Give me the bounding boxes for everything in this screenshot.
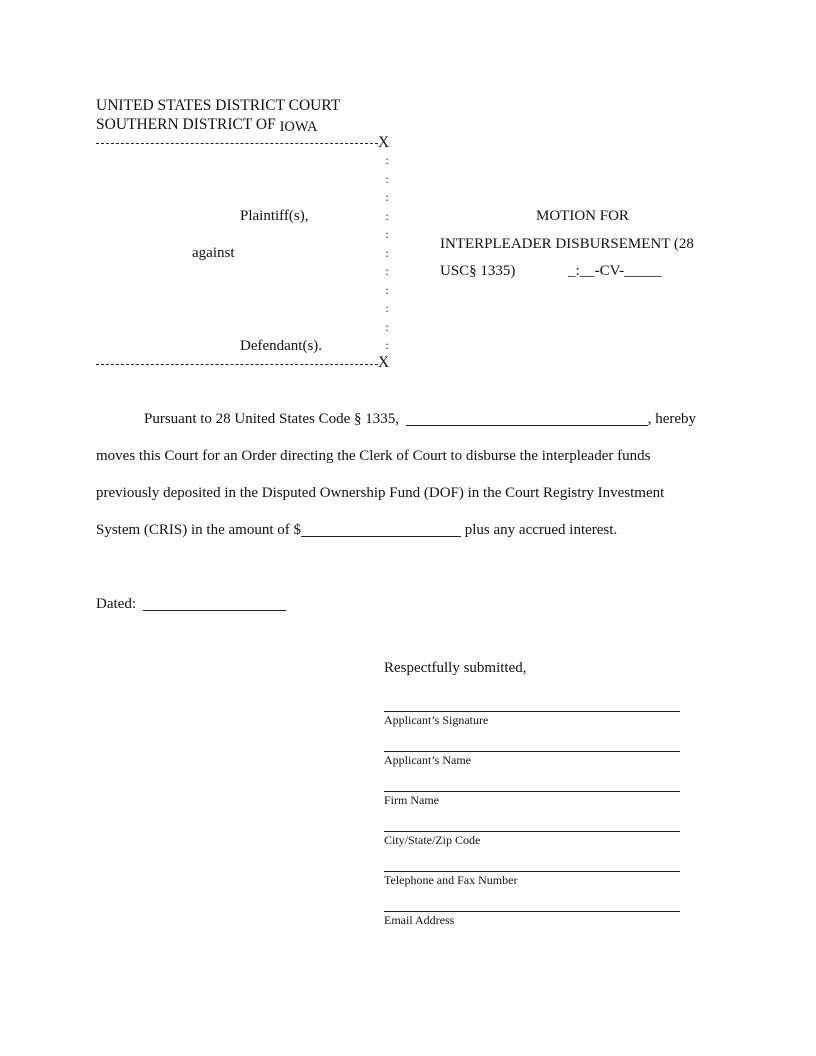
body-line-1-end: , hereby — [647, 411, 697, 427]
signature-line[interactable] — [384, 711, 680, 712]
caption-colon: : — [385, 338, 389, 352]
caption-colon: : — [385, 264, 389, 278]
city-field-label: City/State/Zip Code — [384, 833, 481, 847]
motion-title-line3: USC§ 1335) — [440, 263, 516, 279]
phone-field-label: Telephone and Fax Number — [384, 873, 518, 887]
closing-text: Respectfully submitted, — [384, 660, 527, 676]
body-line-2: moves this Court for an Order directing the Clerk of Court to disburse the interpleader funds — [96, 448, 651, 464]
court-district — [96, 116, 317, 134]
caption-colon: : — [385, 190, 389, 204]
email-line[interactable] — [384, 911, 680, 912]
motion-title-line1: MOTION FOR — [536, 208, 629, 224]
name-line[interactable] — [384, 751, 680, 752]
name-field-label: Applicant’s Name — [384, 753, 471, 767]
dated-label: Dated: — [96, 596, 136, 612]
amount-blank[interactable] — [301, 522, 461, 537]
case-number: _:__-CV-_____ — [568, 263, 662, 279]
motion-title-line2: INTERPLEADER DISBURSEMENT (28 — [440, 236, 694, 252]
applicant-name-blank[interactable] — [406, 411, 648, 426]
body-line-3: previously deposited in the Disputed Ownership Fund (DOF) in the Court Registry Investment — [96, 485, 665, 501]
body-line-4-end: plus any accrued interest. — [464, 522, 618, 538]
firm-field-label: Firm Name — [384, 793, 439, 807]
caption-colon: : — [385, 282, 389, 297]
against-label: against — [192, 245, 235, 261]
caption-colon-column — [383, 151, 391, 355]
caption-colon: : — [385, 227, 389, 241]
caption-top-x: X — [378, 134, 390, 151]
court-name: UNITED STATES DISTRICT COURT — [96, 97, 341, 114]
caption-colon: : — [385, 245, 389, 260]
caption-bottom-x: X — [378, 354, 390, 371]
caption-colon: : — [385, 301, 389, 315]
body-line-4-start: System (CRIS) in the amount of $ — [96, 522, 301, 538]
court-district-prefix: SOUTHERN DISTRICT OF — [96, 116, 276, 133]
firm-line[interactable] — [384, 791, 680, 792]
body-line-4 — [96, 521, 617, 539]
caption-colon: : — [385, 171, 389, 186]
caption-colon: : — [385, 319, 389, 334]
caption-top-dashes — [96, 143, 378, 144]
email-field-label: Email Address — [384, 913, 455, 927]
body-line-1-start: Pursuant to 28 United States Code § 1335, — [144, 411, 399, 427]
signature-field-label: Applicant’s Signature — [384, 713, 489, 727]
body-line-1 — [144, 410, 696, 428]
date-blank[interactable] — [143, 596, 286, 611]
court-district-state: IOWA — [279, 119, 318, 135]
caption-colon: : — [385, 153, 389, 167]
caption-colon: : — [385, 208, 389, 223]
caption-bottom-dashes — [96, 364, 378, 365]
city-line[interactable] — [384, 831, 680, 832]
phone-line[interactable] — [384, 871, 680, 872]
plaintiff-label: Plaintiff(s), — [240, 208, 309, 224]
defendant-label: Defendant(s). — [240, 338, 323, 354]
dated-line — [96, 595, 286, 613]
